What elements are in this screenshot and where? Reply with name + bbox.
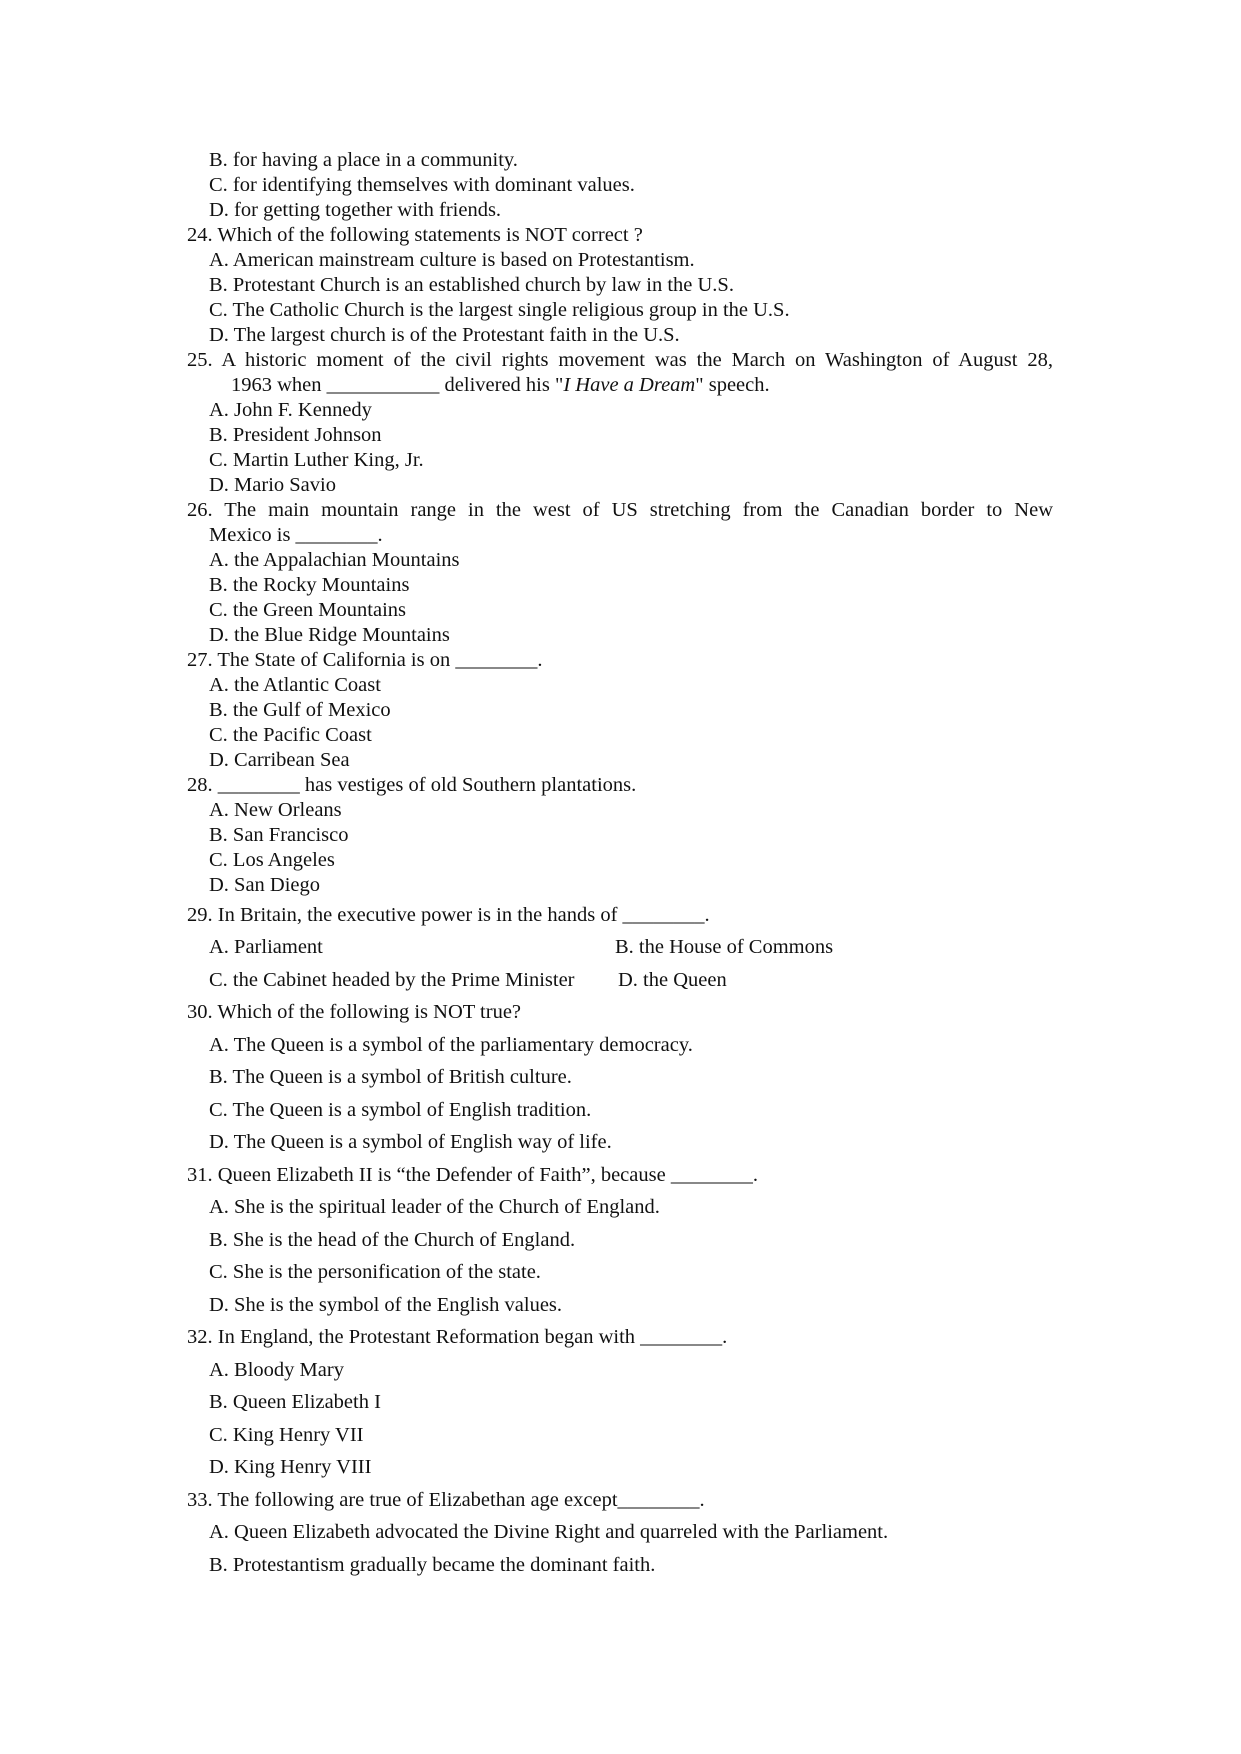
- option-25-a: A. John F. Kennedy: [209, 399, 372, 421]
- option-26-d: D. the Blue Ridge Mountains: [209, 624, 450, 646]
- question-27: 27. The State of California is on ________.: [187, 649, 543, 671]
- option-29-a: A. Parliament: [209, 936, 323, 958]
- option-23-c: C. for identifying themselves with dominant values.: [209, 174, 635, 196]
- option-32-c: C. King Henry VII: [209, 1424, 364, 1446]
- option-28-d: D. San Diego: [209, 874, 321, 896]
- option-31-b: B. She is the head of the Church of England.: [209, 1229, 576, 1251]
- option-26-c: C. the Green Mountains: [209, 599, 406, 621]
- option-28-a: A. New Orleans: [209, 799, 342, 821]
- option-30-b: B. The Queen is a symbol of British culture.: [209, 1066, 572, 1088]
- question-25-text-end: " speech.: [695, 374, 770, 396]
- question-28: 28. ________ has vestiges of old Southern plantations.: [187, 774, 637, 796]
- question-30: 30. Which of the following is NOT true?: [187, 1001, 522, 1023]
- question-24: 24. Which of the following statements is NOT correct ?: [187, 224, 643, 246]
- option-32-a: A. Bloody Mary: [209, 1359, 344, 1381]
- option-23-d: D. for getting together with friends.: [209, 199, 502, 221]
- option-28-b: B. San Francisco: [209, 824, 349, 846]
- option-31-d: D. She is the symbol of the English values.: [209, 1294, 563, 1316]
- question-25-text-start: 1963 when ___________ delivered his ": [231, 374, 564, 396]
- option-27-b: B. the Gulf of Mexico: [209, 699, 391, 721]
- option-24-b: B. Protestant Church is an established church by law in the U.S.: [209, 274, 734, 296]
- question-29: 29. In Britain, the executive power is in the hands of ________.: [187, 904, 710, 926]
- option-32-d: D. King Henry VIII: [209, 1456, 372, 1478]
- option-33-a: A. Queen Elizabeth advocated the Divine Right and quarreled with the Parliament.: [209, 1521, 889, 1543]
- option-27-d: D. Carribean Sea: [209, 749, 350, 771]
- speech-title: I Have a Dream: [563, 374, 696, 396]
- option-24-d: D. The largest church is of the Protestant faith in the U.S.: [209, 324, 680, 346]
- option-29-b: B. the House of Commons: [615, 936, 834, 958]
- option-25-d: D. Mario Savio: [209, 474, 336, 496]
- question-32: 32. In England, the Protestant Reformation began with ________.: [187, 1326, 728, 1348]
- option-30-a: A. The Queen is a symbol of the parliamentary democracy.: [209, 1034, 693, 1056]
- question-31: 31. Queen Elizabeth II is “the Defender of Faith”, because ________.: [187, 1164, 758, 1186]
- option-24-a: A. American mainstream culture is based on Protestantism.: [209, 249, 695, 271]
- question-25: 25. A historic moment of the civil rights movement was the March on Washington of August 28,: [187, 349, 1053, 371]
- option-25-b: B. President Johnson: [209, 424, 382, 446]
- option-33-b: B. Protestantism gradually became the dominant faith.: [209, 1554, 656, 1576]
- option-27-c: C. the Pacific Coast: [209, 724, 372, 746]
- option-30-c: C. The Queen is a symbol of English tradition.: [209, 1099, 592, 1121]
- option-23-b: B. for having a place in a community.: [209, 149, 518, 171]
- option-24-c: C. The Catholic Church is the largest single religious group in the U.S.: [209, 299, 790, 321]
- question-25-continuation: [231, 373, 770, 398]
- option-29-d: D. the Queen: [618, 969, 727, 991]
- question-33: 33. The following are true of Elizabethan age except________.: [187, 1489, 705, 1511]
- option-28-c: C. Los Angeles: [209, 849, 335, 871]
- option-26-a: A. the Appalachian Mountains: [209, 549, 460, 571]
- option-32-b: B. Queen Elizabeth I: [209, 1391, 381, 1413]
- option-31-a: A. She is the spiritual leader of the Church of England.: [209, 1196, 660, 1218]
- option-25-c: C. Martin Luther King, Jr.: [209, 449, 424, 471]
- option-30-d: D. The Queen is a symbol of English way of life.: [209, 1131, 612, 1153]
- question-26-continuation: Mexico is ________.: [209, 524, 383, 546]
- option-29-c: C. the Cabinet headed by the Prime Minister: [209, 969, 575, 991]
- option-27-a: A. the Atlantic Coast: [209, 674, 381, 696]
- option-26-b: B. the Rocky Mountains: [209, 574, 410, 596]
- option-31-c: C. She is the personification of the state.: [209, 1261, 541, 1283]
- question-26: 26. The main mountain range in the west of US stretching from the Canadian border to New: [187, 499, 1053, 521]
